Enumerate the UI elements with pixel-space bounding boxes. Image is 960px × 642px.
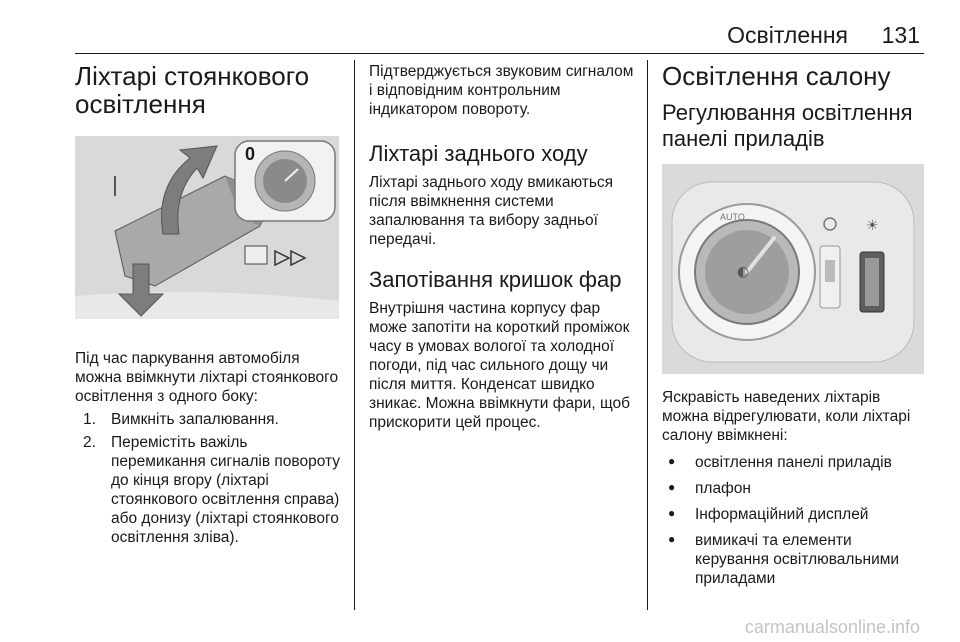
headlight-fogging-heading: Запотівання кришок фар: [369, 267, 622, 292]
step-text: Перемістіть важіль перемикання сигналів повороту до кінця вгору (ліхтарі стоянкового освітлення справа) або донизу (ліхтарі стоянкового освітлення зліва).: [111, 434, 341, 546]
auto-position-label: AUTO: [720, 212, 745, 222]
reverse-lights-heading: Ліхтарі заднього ходу: [369, 141, 588, 166]
bullet-item: ● плафон: [662, 479, 927, 498]
indicator-confirmation-text: Підтверджується звуковим сигналом і відповідним контрольним індикатором повороту.: [369, 63, 634, 118]
dimmable-items-list: [662, 453, 927, 588]
lever-illustration: [75, 136, 339, 319]
lever-position-label: 0: [245, 144, 256, 164]
header-rule: [75, 53, 924, 54]
bullet-item: ● вимикачі та елементи керування освітлювальними приладами: [662, 531, 927, 588]
svg-text:◐: ◐: [737, 264, 750, 280]
turn-signal-lever-figure: [75, 136, 339, 319]
bullet-item: ● освітлення панелі приладів: [662, 453, 927, 472]
dimming-intro: Яскравість наведених ліхтарів можна відрегулювати, коли ліхтарі салону ввімкнені:: [662, 389, 911, 444]
light-switch-figure: [662, 164, 924, 374]
svg-text:☀: ☀: [866, 218, 879, 234]
step-text: Вимкніть запалювання.: [111, 411, 279, 428]
step-number: 1.: [83, 411, 96, 428]
column-parking-lights: [75, 62, 345, 547]
parking-steps-list: [75, 410, 345, 547]
parking-lights-heading: Ліхтарі стоянкового освітлення: [75, 61, 310, 119]
light-switch-illustration: [662, 164, 924, 374]
parking-lights-intro: Під час паркування автомобіля можна ввімкнути ліхтарі стоянкового освітлення з одного боку:: [75, 350, 339, 405]
column-interior-lighting: [662, 62, 927, 588]
reverse-lights-text: Ліхтарі заднього ходу вмикаються після ввімкнення системи запалювання та вибору задньої передачі.: [369, 174, 614, 248]
bullet-item: ● Інформаційний дисплей: [662, 505, 927, 524]
interior-lighting-heading: Освітлення салону: [662, 61, 891, 91]
step-number: 2.: [83, 434, 96, 451]
page-number: 131: [881, 22, 920, 48]
panel-dimming-subheading: Регулювання освітлення панелі приладів: [662, 100, 913, 151]
column-divider-2: [647, 60, 648, 610]
site-watermark: carmanualsonline.info: [744, 617, 920, 637]
column-reverse-and-fog: [369, 62, 639, 432]
step-item: [83, 410, 345, 429]
column-divider-1: [354, 60, 355, 610]
step-item: [83, 433, 345, 547]
running-header-title: Освітлення: [727, 22, 848, 48]
headlight-fogging-text: Внутрішня частина корпусу фар може запотіти на короткий проміжок часу в умовах вологої та холодної погоди, під час сильного дощу чи після миття. Конденсат швидко зникає. Можна ввімкнути фари, щоб прискорити цей процес.: [369, 300, 631, 431]
